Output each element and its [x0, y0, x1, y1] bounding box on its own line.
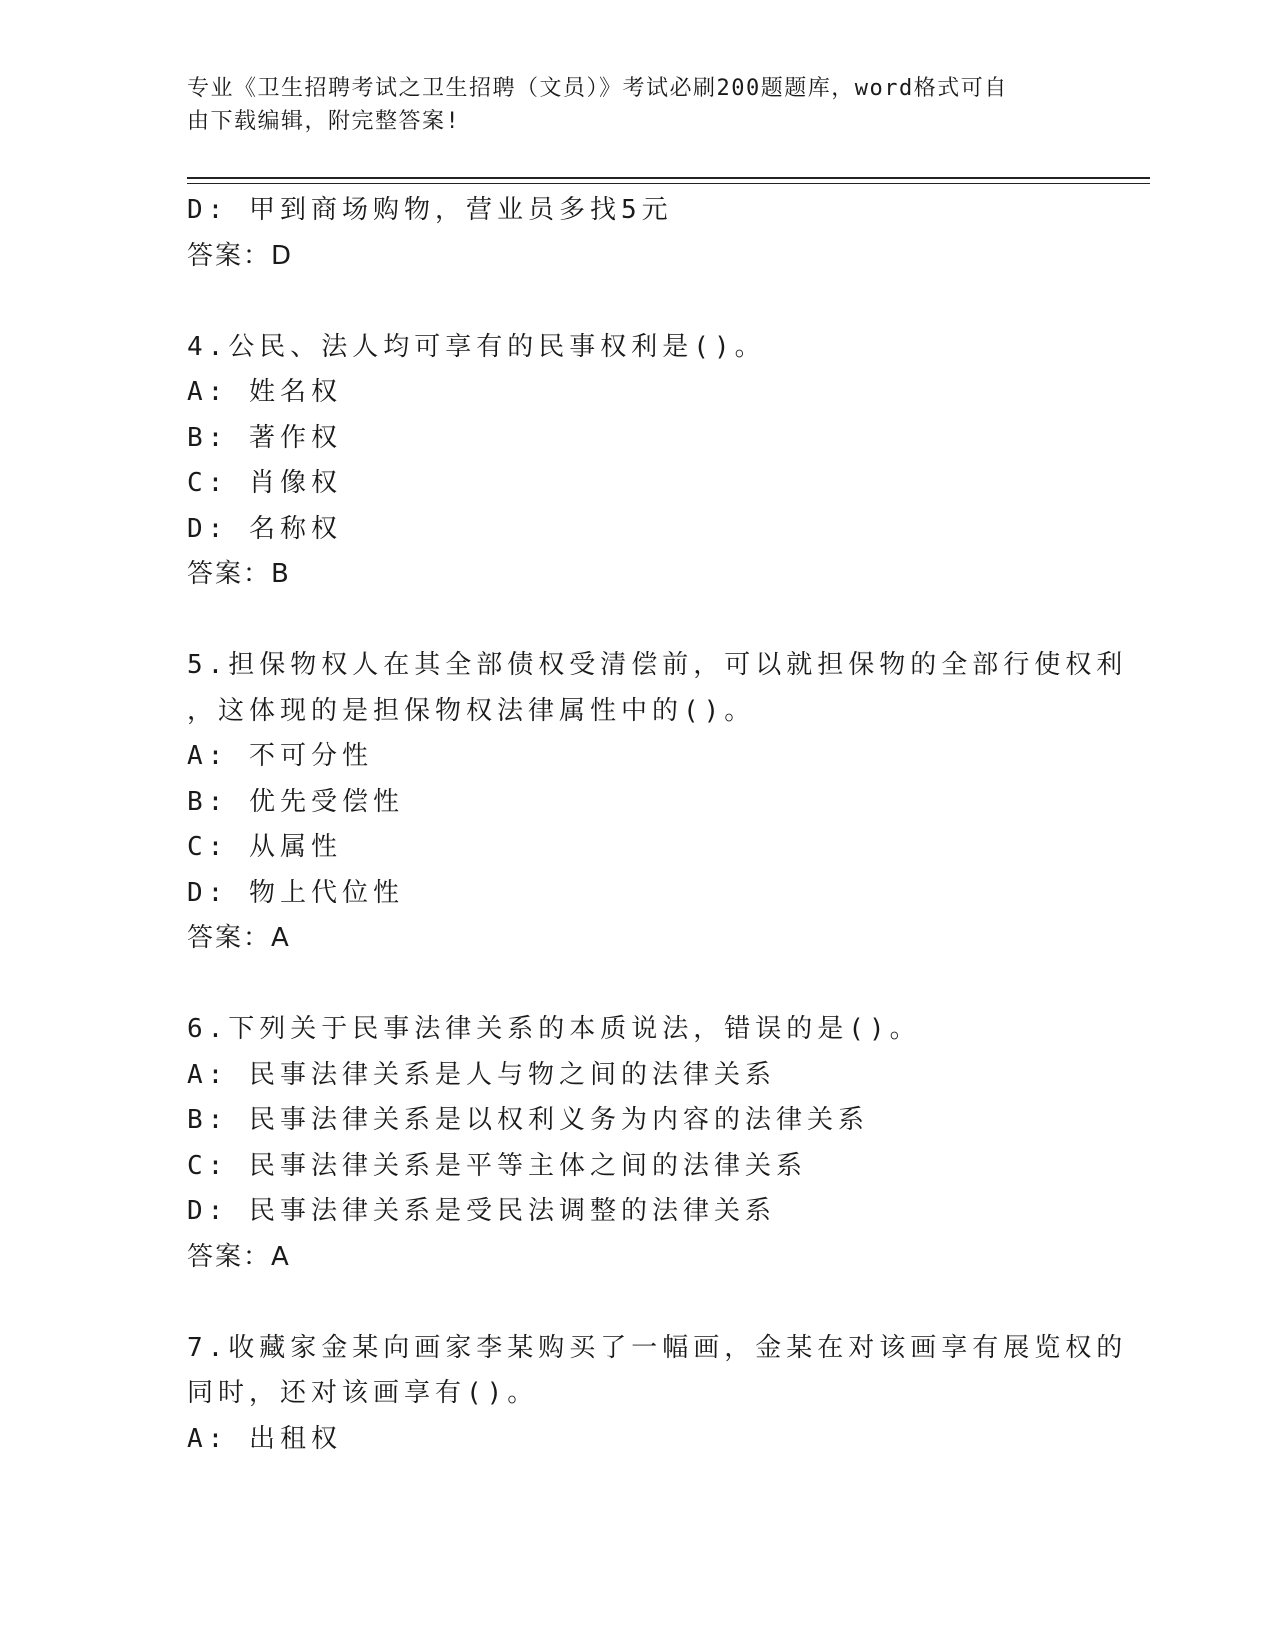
option-c: C: 肖像权: [187, 468, 342, 498]
header-rule-thin: [187, 183, 1150, 184]
option-b: B: 民事法律关系是以权利义务为内容的法律关系: [187, 1105, 869, 1135]
question-4: [187, 325, 1067, 598]
question-6: [187, 1007, 1067, 1280]
option-a: A: 出租权: [187, 1423, 342, 1454]
option-d: D: 民事法律关系是受民法调整的法律关系: [187, 1196, 776, 1226]
header-line-1: 专业《卫生招聘考试之卫生招聘（文员）》考试必刷200题题库，word格式可自: [187, 76, 1008, 101]
question-stem: 7.收藏家金某向画家李某购买了一幅画，金某在对该画享有展览权的: [187, 1332, 1128, 1363]
header-line-2: 由下载编辑，附完整答案!: [187, 109, 461, 134]
answer-label: 答案：B: [187, 559, 291, 589]
option-d: D: 物上代位性: [187, 877, 404, 908]
question-3-tail: [187, 188, 1067, 279]
question-stem-continued: 同时，还对该画享有()。: [187, 1378, 539, 1408]
option-b: B: 优先受偿性: [187, 786, 404, 817]
question-stem: 4.公民、法人均可享有的民事权利是()。: [187, 331, 766, 362]
option-a: A: 不可分性: [187, 741, 373, 771]
question-stem: 5.担保物权人在其全部债权受清偿前，可以就担保物的全部行使权利: [187, 650, 1128, 680]
header-rule-thick: [187, 177, 1150, 179]
option-d: D: 甲到商场购物，营业员多找5元: [187, 195, 673, 225]
answer-label: 答案：A: [187, 923, 291, 953]
question-stem: 6.下列关于民事法律关系的本质说法，错误的是()。: [187, 1014, 921, 1044]
question-7: [187, 1326, 1128, 1463]
question-5: [187, 643, 1128, 962]
option-a: A: 民事法律关系是人与物之间的法律关系: [187, 1059, 776, 1090]
answer-label: 答案：D: [187, 240, 294, 271]
option-c: C: 从属性: [187, 832, 342, 862]
question-stem-continued: ，这体现的是担保物权法律属性中的()。: [187, 695, 756, 726]
option-b: B: 著作权: [187, 422, 342, 453]
document-header: [187, 72, 1067, 138]
option-a: A: 姓名权: [187, 377, 342, 407]
question-list: [187, 188, 1128, 1462]
option-d: D: 名称权: [187, 513, 342, 544]
option-c: C: 民事法律关系是平等主体之间的法律关系: [187, 1150, 807, 1181]
answer-label: 答案：A: [187, 1241, 291, 1272]
